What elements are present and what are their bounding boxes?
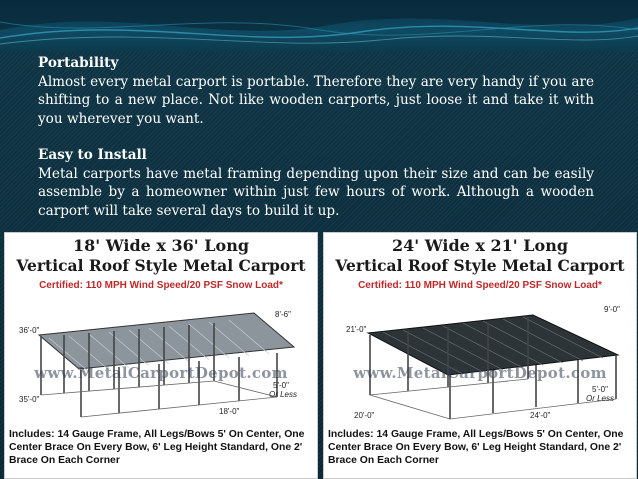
- dim-base-length: 35'-0": [19, 395, 40, 404]
- decorative-wave-band: [0, 0, 638, 52]
- wave-graphic: [0, 0, 638, 52]
- carport-drawing-wide: [328, 295, 632, 427]
- dim-roof-length: 21'-0": [346, 325, 367, 334]
- dim-peak-height: 8'-6": [275, 310, 291, 319]
- watermark-url: www.MetalCarportDepot.com: [34, 364, 288, 382]
- carport-panel-right: [323, 232, 637, 479]
- includes-text: Includes: 14 Gauge Frame, All Legs/Bows 5' On Center, One Center Brace On Every Bow, 6' Leg Height Standard, One 2' Brace On Each Corner: [328, 429, 624, 466]
- heading-easy-install: Easy to Install: [38, 147, 147, 163]
- includes-text: Includes: 14 Gauge Frame, All Legs/Bows 5' On Center, One Center Brace On Every Bow, 6' Leg Height Standard, One 2' Brace On Each Corner: [9, 429, 305, 466]
- body-portability: Almost every metal carport is portable. Therefore they are very handy if you are shifting to a new place. Not like wooden carports, just loose it and take it with you wherever you want.: [38, 73, 594, 127]
- dim-width: 24'-0": [530, 411, 551, 420]
- dim-roof-length: 36'-0": [19, 326, 40, 335]
- paragraph-portability: [38, 54, 594, 128]
- dim-peak-height: 9'-0": [604, 305, 620, 314]
- panel-title-size: 24' Wide x 21' Long: [391, 236, 569, 255]
- dim-leg-height: 5'-0": [592, 385, 608, 394]
- body-text-block: [38, 54, 594, 220]
- carport-drawing-long: [9, 295, 313, 427]
- heading-portability: Portability: [38, 55, 119, 71]
- watermark-url: www.MetalCarportDepot.com: [353, 364, 607, 382]
- panel-title-style: Vertical Roof Style Metal Carport: [335, 256, 625, 275]
- dim-base-length: 20'-0": [354, 411, 375, 420]
- certified-text: Certified: 110 MPH Wind Speed/20 PSF Snow Load*: [358, 280, 602, 291]
- certified-text: Certified: 110 MPH Wind Speed/20 PSF Snow Load*: [39, 280, 283, 291]
- body-easy-install: Metal carports have metal framing depending upon their size and can be easily assemble by a homeowner within just few hours of work. Although a wooden carport will take several days to build it up.: [38, 165, 594, 219]
- paragraph-easy-install: [38, 146, 594, 220]
- panel-title-style: Vertical Roof Style Metal Carport: [16, 256, 306, 275]
- dim-width: 18'-0": [219, 407, 240, 416]
- dim-leg-height: 5'-0": [273, 381, 289, 390]
- carport-panel-left: [4, 232, 318, 479]
- dim-or-less: Or Less: [269, 390, 298, 399]
- dim-or-less: Or Less: [586, 394, 615, 403]
- panel-title-size: 18' Wide x 36' Long: [72, 236, 250, 255]
